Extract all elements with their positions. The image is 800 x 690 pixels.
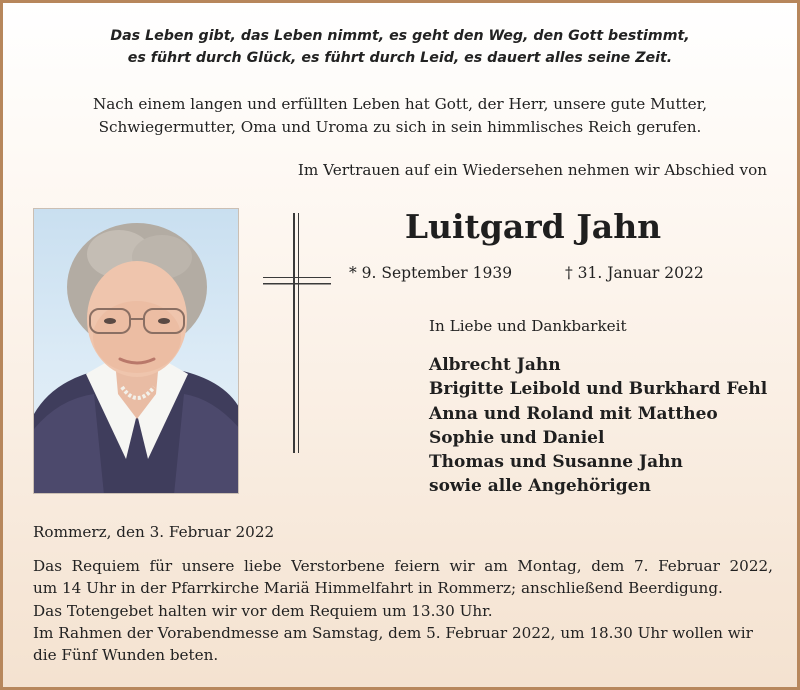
service-details <box>33 555 773 666</box>
list-item: Albrecht Jahn <box>429 355 561 375</box>
poem-quote <box>3 25 797 69</box>
list-item: sowie alle Angehörigen <box>429 476 651 497</box>
quote-line-1: Das Leben gibt, das Leben nimmt, es geht den Weg, den Gott bestimmt, <box>110 28 690 44</box>
quote-line-2: es führt durch Glück, es führt durch Leid, es dauert alles seine Zeit. <box>127 50 673 66</box>
deceased-name: Luitgard Jahn <box>404 207 662 246</box>
details-line-2: um 14 Uhr in der Pfarrkirche Mariä Himmelfahrt in Rommerz; anschließend Beerdigung. <box>33 579 723 598</box>
place-and-date: Rommerz, den 3. Februar 2022 <box>33 523 275 541</box>
death-date: † 31. Januar 2022 <box>565 264 704 282</box>
list-item: Sophie und Daniel <box>429 427 605 448</box>
intro-line-1: Nach einem langen und erfüllten Leben hat Gott, der Herr, unsere gute Mutter, <box>92 95 708 113</box>
gratitude-line: In Liebe und Dankbarkeit <box>429 317 627 335</box>
portrait-photo <box>33 208 239 494</box>
latin-cross-icon <box>261 213 333 453</box>
details-line-5: die Fünf Wunden beten. <box>33 646 219 665</box>
farewell-line: Im Vertrauen auf ein Wiedersehen nehmen wir Abschied von <box>297 161 767 179</box>
details-line-3: Das Totengebet halten wir vor dem Requiem um 13.30 Uhr. <box>33 601 493 620</box>
mourners-list <box>429 353 767 499</box>
birth-date: * 9. September 1939 <box>349 264 513 282</box>
intro-text <box>3 93 797 139</box>
intro-line-2: Schwiegermutter, Oma und Uroma zu sich in sein himmlisches Reich gerufen. <box>98 118 702 136</box>
list-item: Anna und Roland mit Mattheo <box>429 403 718 424</box>
portrait-illustration <box>34 209 239 494</box>
details-line-4: Im Rahmen der Vorabendmesse am Samstag, dem 5. Februar 2022, um 18.30 Uhr wollen wir <box>33 623 753 642</box>
list-item: Brigitte Leibold und Burkhard Fehl <box>429 379 768 400</box>
list-item: Thomas und Susanne Jahn <box>429 452 683 473</box>
details-line-1: Das Requiem für unsere liebe Verstorbene feiern wir am Montag, dem 7. Februar 2022, <box>33 557 773 575</box>
